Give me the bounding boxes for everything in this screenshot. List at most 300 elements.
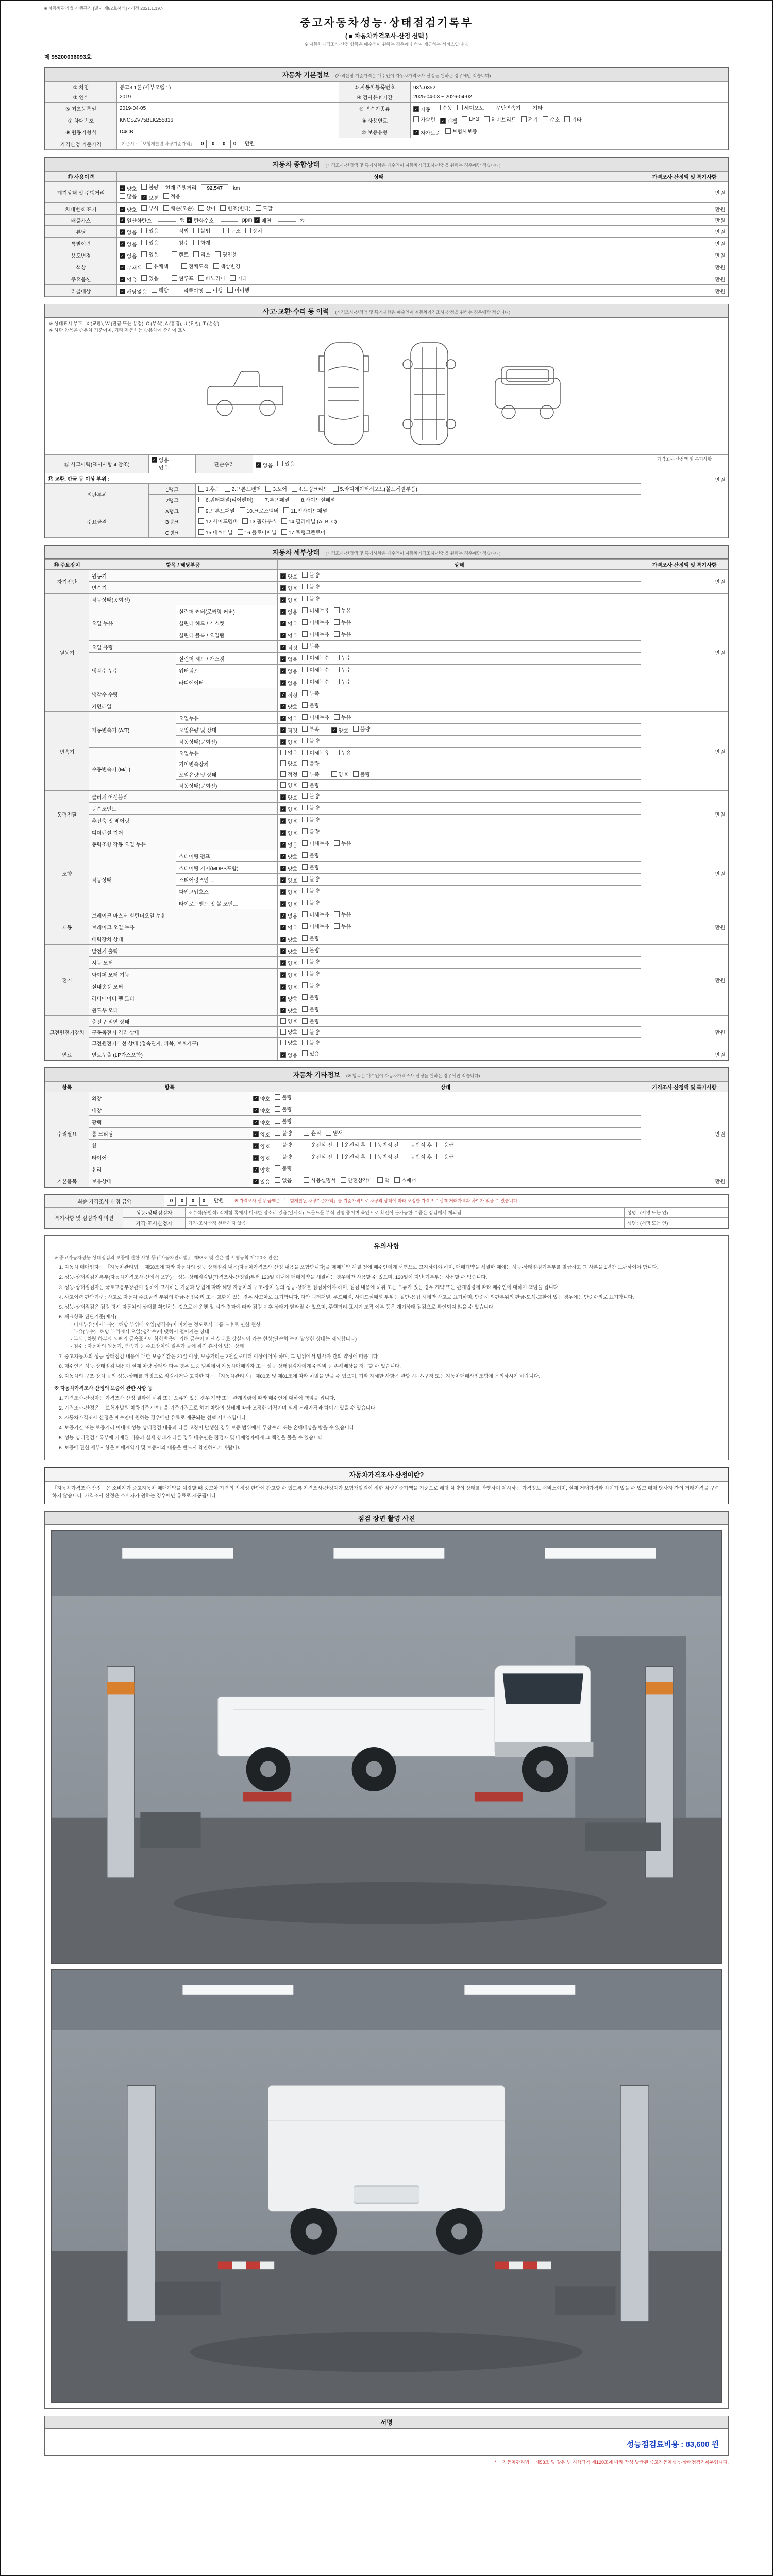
checkbox-동반석 후[interactable]: [404, 1141, 432, 1148]
state-cell: [278, 969, 641, 980]
checkbox-전체도색[interactable]: [181, 262, 209, 270]
checkbox-해당[interactable]: [152, 286, 169, 294]
blank-field[interactable]: [278, 216, 296, 222]
checkbox-유채색[interactable]: [146, 262, 169, 270]
checkbox-미세누수[interactable]: [302, 677, 329, 685]
checkbox-있음[interactable]: [277, 460, 294, 467]
checkbox-있음[interactable]: [141, 274, 158, 282]
unchecked-box-icon: [334, 923, 340, 929]
checkbox-양호[interactable]: [280, 793, 297, 801]
checkbox-부족[interactable]: [302, 725, 319, 733]
checkbox-미세누유[interactable]: [302, 910, 329, 918]
checkbox-양호[interactable]: [280, 584, 297, 592]
checkbox-보험사보증[interactable]: [445, 127, 477, 135]
checkbox-양호[interactable]: [280, 817, 297, 825]
checkbox-양호[interactable]: [253, 1130, 270, 1138]
checkbox-불량[interactable]: [302, 899, 319, 906]
checkbox-양호[interactable]: [253, 1142, 270, 1150]
checkbox-label: 양호: [288, 795, 298, 801]
checked-box-icon: ✓: [141, 195, 147, 200]
checkbox-8.사이드실패널[interactable]: [294, 496, 335, 503]
checkbox-없음[interactable]: [280, 1051, 297, 1059]
checkbox-이행[interactable]: [206, 286, 223, 294]
checkbox-label: 불량: [309, 783, 320, 789]
unchecked-box-icon: [275, 1165, 280, 1171]
section-overall-state: [44, 157, 729, 297]
checkbox-label: 보험사보증: [452, 129, 477, 135]
checkbox-양호[interactable]: [280, 829, 297, 837]
checkbox-불량[interactable]: [275, 1105, 292, 1113]
checkbox-양호[interactable]: [280, 1028, 297, 1036]
checkbox-적정[interactable]: [280, 726, 297, 734]
checkbox-전기[interactable]: [521, 115, 538, 123]
checkbox-불량[interactable]: [302, 970, 319, 977]
checkbox-불량[interactable]: [302, 981, 319, 989]
checkbox-불법[interactable]: [193, 227, 210, 234]
checkbox-불량[interactable]: [302, 701, 319, 709]
device-row: [45, 803, 728, 815]
checkbox-잭[interactable]: [377, 1176, 390, 1184]
checkbox-불량[interactable]: [275, 1153, 292, 1160]
checkbox-누수[interactable]: [334, 677, 351, 685]
checkbox-없음[interactable]: [280, 715, 297, 722]
checkbox-12.사이드멤버[interactable]: [198, 517, 238, 525]
checkbox-불량[interactable]: [302, 1005, 319, 1013]
checkbox-리스[interactable]: [193, 250, 210, 258]
vin-value: KNCSZV75BLK255816: [117, 114, 339, 126]
checkbox-동반석 전[interactable]: [370, 1153, 398, 1160]
checkbox-없음[interactable]: [280, 620, 297, 628]
checkbox-불량[interactable]: [302, 1039, 319, 1046]
checkbox-불량[interactable]: [275, 1129, 292, 1137]
checkbox-label: LPG: [469, 116, 480, 122]
checkbox-불량[interactable]: [141, 183, 158, 191]
checkbox-없음[interactable]: [256, 461, 273, 469]
item-label: 윈도우 모터: [89, 1004, 278, 1016]
checkbox-7.루프패널[interactable]: [258, 496, 289, 503]
checkbox-없음[interactable]: [280, 912, 297, 920]
checkbox-불량[interactable]: [302, 934, 319, 942]
car-top-view-diagram: [313, 338, 375, 449]
checkbox-파노라마[interactable]: [198, 274, 226, 282]
unchecked-box-icon: [275, 1118, 280, 1124]
unchecked-box-icon: [302, 805, 308, 810]
checkbox-불량[interactable]: [302, 583, 319, 590]
checkbox-적법[interactable]: [172, 227, 189, 234]
unchecked-box-icon: [302, 596, 308, 601]
checkbox-16.플로어패널[interactable]: [238, 528, 277, 536]
unchecked-box-icon: [334, 911, 340, 917]
checkbox-불량[interactable]: [353, 725, 370, 733]
unchecked-box-icon: [198, 529, 204, 535]
unchecked-box-icon: [334, 750, 340, 755]
checkbox-label: 있음: [148, 252, 159, 258]
checkbox-불량[interactable]: [302, 851, 319, 859]
checkbox-양호[interactable]: [280, 703, 297, 710]
checkbox-4.트렁크리드[interactable]: [292, 485, 328, 493]
unchecked-box-icon: [230, 275, 236, 281]
unchecked-box-icon: [370, 1154, 376, 1159]
item-label: 와이퍼 모터 기능: [89, 969, 278, 980]
checkbox-불량[interactable]: [302, 781, 319, 789]
checkbox-훼손(오손)[interactable]: [163, 204, 194, 212]
checkbox-양호[interactable]: [120, 184, 137, 192]
blank-field[interactable]: [158, 216, 176, 222]
checkbox-있음[interactable]: [302, 1049, 319, 1057]
checkbox-미이행[interactable]: [227, 286, 249, 294]
checkbox-양호[interactable]: [280, 865, 297, 872]
checkbox-label: 양호: [288, 902, 298, 908]
unchecked-box-icon: [146, 263, 152, 269]
checkbox-누유[interactable]: [334, 606, 351, 614]
checkbox-group: [120, 195, 185, 200]
checkbox-불량[interactable]: [302, 887, 319, 894]
checkbox-매연[interactable]: [254, 216, 271, 224]
checkbox-양호[interactable]: [253, 1154, 270, 1162]
checkbox-도말[interactable]: [256, 204, 273, 212]
checkbox-미세누유[interactable]: [302, 618, 329, 626]
checkbox-디젤[interactable]: [440, 117, 457, 125]
blank-field[interactable]: [221, 216, 238, 222]
checked-box-icon: ✓: [331, 727, 337, 733]
checkbox-label: 구조: [230, 229, 241, 234]
detail-col-price: 가격조사·산정액 및 특기사항: [641, 560, 728, 570]
checkbox-부족[interactable]: [302, 770, 319, 778]
checkbox-양호[interactable]: [280, 759, 297, 767]
checkbox-누유[interactable]: [334, 910, 351, 918]
checkbox-기타[interactable]: [564, 115, 581, 123]
checkbox-불량[interactable]: [302, 792, 319, 800]
checkbox-양호[interactable]: [280, 1007, 297, 1014]
checkbox-없음[interactable]: [280, 667, 297, 675]
checkbox-자가보증[interactable]: [413, 129, 441, 137]
checkbox-미세누유[interactable]: [302, 713, 329, 721]
checkbox-운전석 전[interactable]: [304, 1153, 332, 1160]
checkbox-있음[interactable]: [253, 1178, 270, 1185]
checkbox-누유[interactable]: [334, 713, 351, 721]
checkbox-15.대쉬패널[interactable]: [198, 528, 233, 536]
checkbox-양호[interactable]: [280, 781, 297, 789]
checkbox-label: 양호: [288, 574, 298, 580]
checkbox-없음[interactable]: [120, 252, 137, 260]
final-price-note: ※ 가격조사·산정 금액은 「보험개발원 차량기준가액」을 기준가격으로 차량의 상태에 따라 조정한 가격으로 실제 거래가격과 차이가 있을 수 있습니다.: [234, 1198, 519, 1204]
checkbox-14.필러패널 (A, B, C)[interactable]: [281, 517, 337, 525]
checkbox-label: 4.트렁크리드: [298, 487, 328, 493]
checkbox-기타[interactable]: [526, 104, 543, 111]
checkbox-누유[interactable]: [334, 922, 351, 930]
checkbox-불량[interactable]: [302, 827, 319, 835]
overall-note: (가격조사·산정액 및 특기사항은 매수인이 자동차가격조사·산정을 원하는 경우에만 적습니다): [325, 163, 501, 168]
price-cell: 만원: [641, 249, 728, 261]
unchecked-box-icon: [302, 667, 308, 672]
checkbox-부족[interactable]: [302, 642, 319, 650]
checkbox-기타[interactable]: [230, 274, 247, 282]
checkbox-3.도어[interactable]: [265, 485, 287, 493]
checkbox-label: 누수: [341, 656, 351, 662]
state-cell: [278, 594, 641, 605]
checkbox-양호[interactable]: [280, 959, 297, 967]
checkbox-불량[interactable]: [302, 946, 319, 954]
checkbox-양호[interactable]: [280, 947, 297, 955]
checkbox-없음[interactable]: [280, 749, 297, 756]
checkbox-양호[interactable]: [280, 983, 297, 991]
item-label: 원동기: [89, 570, 278, 582]
checkbox-장치[interactable]: [245, 227, 262, 234]
checkbox-보통[interactable]: [141, 194, 158, 201]
inspector-sign-field[interactable]: 성명 : (서명 또는 인): [625, 1208, 728, 1218]
checkbox-운전석 전[interactable]: [304, 1141, 332, 1148]
checkbox-label: 없음: [288, 914, 298, 920]
checkbox-렌트[interactable]: [172, 250, 189, 258]
checkbox-불량[interactable]: [302, 571, 319, 579]
device-row: [45, 1104, 728, 1116]
checkbox-양호[interactable]: [280, 995, 297, 1003]
reg-no-label: ② 자동차등록번호: [339, 82, 411, 92]
checkbox-없음[interactable]: [280, 655, 297, 663]
checkbox-양호[interactable]: [253, 1166, 270, 1174]
engine-value: D4CB: [117, 126, 339, 138]
checkbox-양호[interactable]: [253, 1095, 270, 1103]
checkbox-양호[interactable]: [280, 936, 297, 943]
checkbox-양호[interactable]: [253, 1107, 270, 1114]
checkbox-냄새[interactable]: [326, 1129, 343, 1137]
checkbox-양호[interactable]: [331, 770, 348, 778]
checkbox-label: 잭: [384, 1178, 390, 1184]
checkbox-불량[interactable]: [275, 1117, 292, 1125]
item-label: 작동상태: [89, 850, 176, 909]
checkbox-5.라디에이터서포트(볼트체결부품)[interactable]: [333, 485, 417, 493]
checkbox-침수[interactable]: [172, 239, 189, 246]
state-cell: [278, 724, 641, 736]
checkbox-수소[interactable]: [543, 115, 560, 123]
checkbox-있음[interactable]: [141, 227, 158, 234]
checkbox-불량[interactable]: [302, 595, 319, 602]
checkbox-없음[interactable]: [120, 240, 137, 248]
checkbox-양호[interactable]: [331, 726, 348, 734]
checkbox-무단변속기[interactable]: [489, 104, 520, 111]
checkbox-수동[interactable]: [435, 104, 452, 111]
checkbox-누수[interactable]: [334, 666, 351, 673]
checkbox-탄화수소[interactable]: [187, 216, 214, 224]
checkbox-불량[interactable]: [302, 875, 319, 883]
state-cell: [278, 688, 641, 700]
signature-area[interactable]: [45, 2429, 728, 2455]
checkbox-적정[interactable]: [280, 770, 297, 778]
checkbox-LPG[interactable]: [462, 116, 479, 122]
checkbox-미세누수[interactable]: [302, 666, 329, 673]
checkbox-불량[interactable]: [353, 770, 370, 778]
valid-value: 2025-04-03 ~ 2026-04-02: [411, 92, 728, 103]
checkbox-적음[interactable]: [163, 192, 180, 200]
checkbox-불량[interactable]: [302, 863, 319, 871]
checkbox-누유[interactable]: [334, 749, 351, 756]
checkbox-불량[interactable]: [275, 1141, 292, 1148]
legal-bottom-note: * 「자동차관리법」 제58조 및 같은 법 시행규칙 제120조에 따라 작성·발급된 중고자동차성능·상태점검기록부입니다.: [495, 2459, 729, 2465]
state-cell: [278, 629, 641, 641]
checkbox-미세누수[interactable]: [302, 654, 329, 662]
checkbox-11.인사이드패널[interactable]: [283, 506, 327, 514]
checkbox-불량[interactable]: [275, 1164, 292, 1172]
checkbox-운전석 후[interactable]: [337, 1141, 365, 1148]
checkbox-없음[interactable]: [280, 608, 297, 616]
checkbox-미세누유[interactable]: [302, 749, 329, 756]
checkbox-label: 양호: [288, 997, 298, 1003]
price-appraisal-info-box: [44, 1467, 729, 1504]
checkbox-없음[interactable]: [120, 228, 137, 236]
checkbox-부족[interactable]: [302, 689, 319, 697]
checkbox-없음[interactable]: [280, 632, 297, 639]
note-item: [64, 1415, 719, 1422]
checkbox-가솔린[interactable]: [413, 115, 435, 123]
checkbox-양호[interactable]: [253, 1118, 270, 1126]
checked-box-icon: ✓: [120, 229, 125, 235]
checkbox-없음[interactable]: [280, 924, 297, 931]
checkbox-label: 불량: [309, 739, 320, 744]
checkbox-1.후드[interactable]: [198, 485, 220, 493]
checkbox-동반석 후[interactable]: [404, 1153, 432, 1160]
checkbox-양호[interactable]: [280, 853, 297, 860]
checkbox-영업용[interactable]: [215, 250, 237, 258]
checked-box-icon: ✓: [253, 1096, 259, 1101]
checkbox-하이브리드[interactable]: [484, 115, 516, 123]
checkbox-스패너[interactable]: [394, 1176, 416, 1184]
checkbox-양호[interactable]: [280, 738, 297, 746]
checkbox-사용설명서[interactable]: [304, 1176, 335, 1184]
appraiser-sign-field[interactable]: 성명 : (서명 또는 인): [625, 1218, 728, 1228]
state-cell: [278, 570, 641, 582]
checkbox-미세누유[interactable]: [302, 839, 329, 847]
checkbox-무채색[interactable]: [120, 264, 142, 272]
checkbox-안전삼각대[interactable]: [341, 1176, 373, 1184]
overall-row: [45, 182, 728, 203]
unchecked-box-icon: [302, 935, 308, 941]
checkbox-label: 양호: [288, 705, 298, 710]
checkbox-운전석 후[interactable]: [337, 1153, 365, 1160]
checkbox-양호[interactable]: [280, 596, 297, 604]
checkbox-있음[interactable]: [141, 239, 158, 246]
checkbox-없음[interactable]: [152, 456, 169, 464]
unchecked-box-icon: [141, 228, 147, 233]
checkbox-색상변경[interactable]: [213, 262, 241, 270]
checkbox-10.크로스멤버[interactable]: [240, 506, 279, 514]
unchecked-box-icon: [302, 771, 308, 777]
checkbox-불량[interactable]: [302, 1017, 319, 1025]
unchecked-box-icon: [275, 1130, 280, 1136]
checkbox-label: 5.라디에이터서포트(볼트체결부품): [340, 487, 417, 493]
checkbox-불량[interactable]: [302, 1028, 319, 1036]
trans-options: [411, 103, 728, 114]
checkbox-양호[interactable]: [280, 1017, 297, 1025]
checkbox-응급[interactable]: [436, 1141, 453, 1148]
checkbox-불량[interactable]: [302, 993, 319, 1001]
checkbox-불량[interactable]: [302, 804, 319, 811]
unchecked-box-icon: [302, 714, 308, 720]
checkbox-썬루프[interactable]: [172, 274, 194, 282]
checkbox-흔적[interactable]: [304, 1129, 321, 1137]
checkbox-누유[interactable]: [334, 618, 351, 626]
checkbox-label: 동반석 전: [377, 1143, 399, 1148]
checkbox-17.트렁크플로어[interactable]: [281, 528, 326, 536]
checked-box-icon: ✓: [120, 265, 125, 270]
checkbox-있음[interactable]: [141, 250, 158, 258]
checkbox-동반석 전[interactable]: [370, 1141, 398, 1148]
checkbox-변조(변타)[interactable]: [220, 204, 250, 212]
checkbox-상이[interactable]: [198, 204, 215, 212]
checkbox-없음[interactable]: [275, 1176, 292, 1184]
checkbox-양호[interactable]: [280, 971, 297, 979]
checkbox-양호[interactable]: [280, 572, 297, 580]
checkbox-양호[interactable]: [280, 900, 297, 908]
checked-box-icon: ✓: [413, 130, 419, 135]
checked-box-icon: ✓: [253, 1108, 259, 1113]
checkbox-양호[interactable]: [120, 206, 137, 213]
item-label: 보유상태: [89, 1175, 250, 1187]
checkbox-누유[interactable]: [334, 630, 351, 638]
checkbox-불량[interactable]: [302, 816, 319, 823]
checked-box-icon: ✓: [280, 621, 286, 626]
checkbox-누수[interactable]: [334, 654, 351, 662]
checkbox-일산화탄소[interactable]: [120, 216, 152, 224]
unchecked-box-icon: [172, 275, 177, 281]
checkbox-구조[interactable]: [223, 227, 240, 234]
unchecked-box-icon: [258, 497, 263, 502]
checkbox-불량[interactable]: [302, 737, 319, 744]
checkbox-해당없음[interactable]: [120, 287, 147, 295]
checkbox-적정[interactable]: [280, 643, 297, 651]
checked-box-icon: ✓: [120, 217, 125, 223]
checkbox-미세누유[interactable]: [302, 922, 329, 930]
checkbox-label: 부족: [309, 772, 320, 778]
checkbox-미세누유[interactable]: [302, 606, 329, 614]
checkbox-9.프론트패널[interactable]: [198, 506, 235, 514]
note-text: 9. 자동차의 구조·장치 등의 성능·상태를 거짓으로 점검하거나 고지한 자는 「자동차관리법」 제80조 및 제81조에 따라 처벌을 받을 수 있으며, 기타 자세한 사항은 관할 시·군·구청 또는 자동차매매사업조합에 문의하시기 바랍니다.: [64, 1374, 540, 1379]
checkbox-화재[interactable]: [193, 239, 210, 246]
checkbox-label: 불량: [309, 597, 320, 602]
checkbox-2.프론트펜더[interactable]: [225, 485, 261, 493]
checkbox-양호[interactable]: [280, 888, 297, 896]
checkbox-label: 자동: [421, 107, 431, 113]
checkbox-불량[interactable]: [302, 958, 319, 965]
checkbox-양호[interactable]: [280, 1039, 297, 1046]
checkbox-불량[interactable]: [302, 759, 319, 767]
checkbox-있음[interactable]: [152, 464, 169, 471]
part-label: 실린더 블록 / 오일팬: [176, 629, 278, 641]
checkbox-많음[interactable]: [120, 192, 137, 200]
checkbox-양호[interactable]: [280, 876, 297, 884]
checkbox-응급[interactable]: [436, 1153, 453, 1160]
checkbox-불량[interactable]: [275, 1093, 292, 1101]
checkbox-없음[interactable]: [280, 841, 297, 849]
state-cell: [278, 780, 641, 791]
checkbox-부식[interactable]: [141, 204, 158, 212]
checkbox-group: [253, 1120, 297, 1125]
checkbox-적정[interactable]: [280, 691, 297, 699]
checkbox-누유[interactable]: [334, 839, 351, 847]
checkbox-세미오토[interactable]: [457, 104, 484, 111]
checkbox-13.휠하우스[interactable]: [242, 517, 277, 525]
checkbox-6.쿼터패널(리어펜더)[interactable]: [198, 496, 253, 503]
checkbox-자동[interactable]: [413, 105, 430, 113]
unchecked-box-icon: [280, 750, 286, 755]
checkbox-label: 많음: [127, 194, 137, 200]
checkbox-양호[interactable]: [280, 805, 297, 813]
unchecked-box-icon: [404, 1154, 409, 1159]
checkbox-없음[interactable]: [280, 679, 297, 687]
checkbox-미세누유[interactable]: [302, 630, 329, 638]
checkbox-label: 리스: [200, 252, 211, 258]
part-label: 파워고압호스: [176, 886, 278, 897]
checkbox-없음[interactable]: [120, 276, 137, 283]
